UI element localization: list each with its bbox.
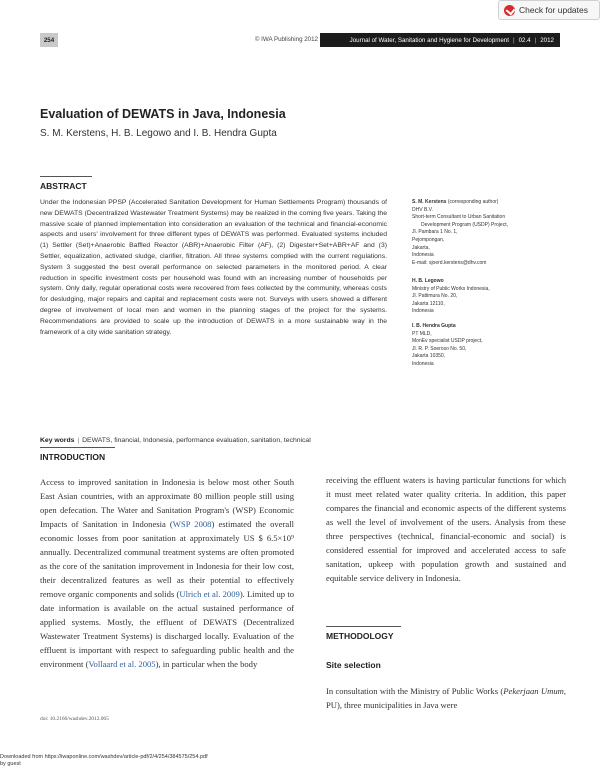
affiliation-1	[412, 199, 572, 267]
methodology-text: In consultation with the Ministry of Public Works (	[326, 686, 504, 696]
site-selection-text	[326, 684, 566, 712]
section-rule	[40, 447, 115, 448]
affiliation-line: Jakarta 10350,	[412, 353, 446, 360]
section-rule	[40, 176, 92, 177]
affiliation-line: Jl. Pattimura No. 20,	[412, 293, 458, 300]
abstract-text: Under the Indonesian PPSP (Accelerated Sanitation Development for Human Settlements Program) thousands of new DEWATS (Decentralized Wastewater Treatment Systems) may be realized in the coming five years. Taking the massive scale of planned implementation into consideration an evaluation of the technical and financial-economic aspects and users' involvement for three different types of DEWATS was performed. Evaluated systems included (1) Settler (Set)+Anaerobic Baffled Reactor (ABR)+Anaerobic Filter (AF), (2) Digester+Set+ABR+AF and (3) Settler, equalization, activated sludge, clarifier, filtration. All three systems complied with the current regulations. System 3 suggested the best overall performance on selected parameters in the monitored period. A clear reduction in specific investment costs per household was found with an increasing number of households per system. Only daily, regular operational costs were recovered from fees collected by the community, whereas costs for desludging, major repairs and capital and replacement costs were not. Surveys with users showed a different degree of involvement of local men and women in the planning stages of the project for the systems. Recommendations are provided to scale up the introduction of DEWATS in a more sustainable way in the framework of a city wide sanitation strategy.	[40, 199, 387, 336]
affiliation-line: Short-term Consultant to Urban Sanitation	[412, 214, 506, 221]
site-selection-heading: Site selection	[326, 660, 381, 670]
journal-year: 2012	[540, 36, 554, 44]
affiliation-line: Development Program (USDP) Project,	[421, 221, 508, 228]
methodology-heading: METHODOLOGY	[326, 631, 394, 641]
running-header	[40, 33, 560, 47]
intro-text: ), in particular when the body	[155, 659, 258, 669]
header-separator: |	[512, 36, 515, 44]
citation-link[interactable]: Vollaard et al. 2005	[88, 659, 156, 669]
affiliation-line: Jl. Pambara 1 No. 1,	[412, 229, 458, 236]
affiliation-name: S. M. Kerstens	[412, 199, 447, 205]
affiliation-2	[412, 278, 572, 316]
keywords-list: DEWATS, financial, Indonesia, performance evaluation, sanitation, technical	[82, 437, 311, 444]
check-updates-label: Check for updates	[519, 5, 588, 15]
copyright: © IWA Publishing 2012	[254, 36, 318, 43]
affiliation-line: Jakarta 12110,	[412, 300, 445, 307]
affiliation-name: I. B. Hendra Gupta	[412, 323, 456, 329]
affiliation-line: Indonesia	[412, 360, 434, 367]
citation-link[interactable]: WSP 2008	[172, 519, 212, 529]
section-rule	[326, 626, 401, 627]
header-separator: |	[534, 36, 537, 44]
keywords-label: Key words	[40, 437, 75, 444]
affiliation-line: PT MLD,	[412, 330, 432, 337]
methodology-text: , PU), three municipalities in Java were	[326, 686, 566, 710]
journal-title: Journal of Water, Sanitation and Hygiene for Development	[349, 36, 509, 44]
affiliation-line: MonEv specialist USDP project,	[412, 338, 483, 345]
journal-volume: 02.4	[518, 36, 531, 44]
intro-text: ) estimated the overall economic losses from poor sanitation at approximately US $ 6.5×10⁹ annually. Decentralized communal treatment systems are often promoted as the core of the sanitation improvement in Indonesia for their low cost, their decentralized features as well as their potential to effectively remove organic components and solids (	[40, 519, 294, 599]
affiliation-line: Jakarta,	[412, 244, 430, 251]
methodology-italic: Pekerjaan Umum	[503, 686, 564, 696]
check-for-updates-button[interactable]	[498, 0, 600, 20]
intro-text: ). Limited up to date information is available on the actual sustained performance of applied systems. Mostly, the effluent of DEWATS (Decentralized Wastewater Treatment Systems) is discharged locally. Evaluation of the effluent is important with respect to safeguarding public health and the environment (	[40, 589, 295, 669]
keywords: Key words | DEWATS, financial, Indonesia, performance evaluation, sanitation, technical	[40, 437, 311, 444]
download-notice	[0, 754, 208, 768]
abstract-heading: ABSTRACT	[40, 181, 87, 191]
doi[interactable]: doi: 10.2166/washdev.2012.065	[40, 716, 109, 722]
introduction-heading: INTRODUCTION	[40, 452, 106, 462]
page-number: 254	[40, 33, 58, 47]
download-line[interactable]: Downloaded from https://iwaponline.com/washdev/article-pdf/2/4/254/384575/254.pdf	[0, 754, 208, 760]
affiliation-line: Indonesia	[412, 308, 434, 315]
citation-link[interactable]: Ulrich et al. 2009	[179, 589, 240, 599]
download-line: by guest	[0, 761, 21, 767]
introduction-right-column: receiving the effluent waters is having particular functions for which it must meet related water quality criteria. In addition, this paper compares the financial and economic aspects of the different systems as well the level of involvement of the users. Analysis from these three perspectives (technical, financial-economic and social) is considered essential for improved and accelerated access to safe sanitation, upkeep with population growth and sustained and equitable service delivery in Indonesia.	[326, 475, 566, 583]
affiliation-line: Ministry of Public Works Indonesia,	[412, 285, 490, 292]
check-updates-icon	[504, 5, 515, 16]
affiliation-line: Jl. R. P. Soeroso No. 50,	[412, 345, 467, 352]
affiliation-email[interactable]: E-mail: sjoerd.kerstens@dhv.com	[412, 259, 487, 266]
affiliation-line: Pejompongan,	[412, 236, 445, 243]
affiliation-line: Indonesia	[412, 252, 434, 259]
introduction-left-column	[40, 475, 294, 671]
affiliation-line: DHV B.V.	[412, 206, 433, 213]
article-title: Evaluation of DEWATS in Java, Indonesia	[40, 107, 286, 121]
affiliation-name: H. B. Legowo	[412, 278, 444, 284]
journal-banner	[320, 33, 560, 47]
affiliation-note: (corresponding author)	[446, 199, 499, 205]
intro-text: Access to improved sanitation in Indonesia is below most other South East Asian countries, with an approximate 80 million people still using open defecation. The Water and Sanitation Program's (WSP) Economic Impacts of Sanitation in Indonesia (	[40, 477, 294, 529]
article-authors: S. M. Kerstens, H. B. Legowo and I. B. Hendra Gupta	[40, 128, 277, 139]
affiliation-3	[412, 323, 572, 369]
